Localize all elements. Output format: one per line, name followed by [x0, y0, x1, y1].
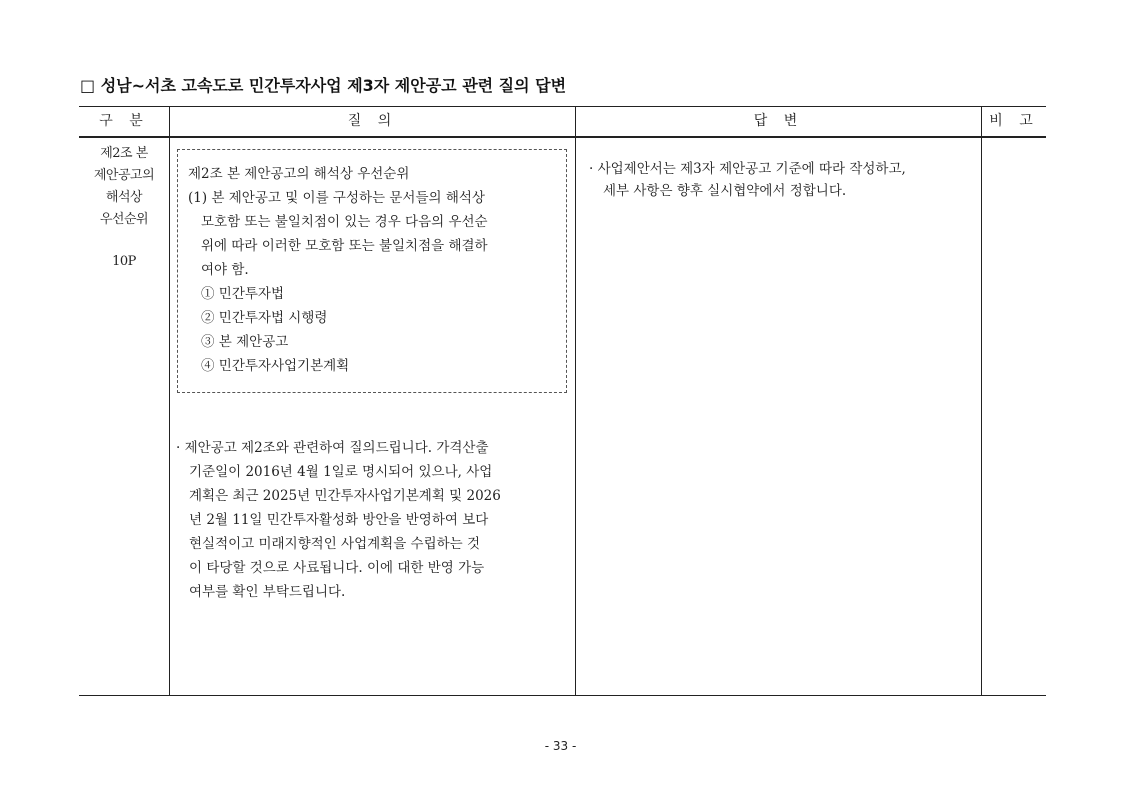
table-bottom-rule: [79, 695, 1046, 696]
category-line: 우선순위: [99, 212, 149, 227]
question-line: 여부를 확인 부탁드립니다.: [189, 584, 346, 600]
qa-table: [79, 106, 1046, 696]
priority-list-item: ③ 본 제안공고: [201, 334, 289, 350]
page-number: - 33 -: [544, 739, 577, 753]
header-question: 질 의: [347, 113, 398, 129]
clause-paragraph-line: 위에 따라 이러한 모호함 또는 불일치점을 해결하: [201, 238, 488, 254]
question-line: 년 2월 11일 민간투자활성화 방안을 반영하여 보다: [189, 512, 489, 528]
category-line: 해석상: [105, 190, 143, 205]
answer-line: 세부 사항은 향후 실시협약에서 정합니다.: [603, 183, 847, 199]
question-line: 계획은 최근 2025년 민간투자사업기본계획 및 2026: [189, 488, 501, 504]
clause-paragraph-line: (1) 본 제안공고 및 이를 구성하는 문서들의 해석상: [188, 190, 485, 206]
question-text: [176, 436, 578, 604]
question-line: 기준일이 2016년 4월 1일로 명시되어 있으나, 사업: [189, 464, 493, 480]
priority-list-item: ④ 민간투자사업기본계획: [201, 358, 350, 374]
header-remark: 비 고: [989, 113, 1039, 129]
clause-paragraph-line: 모호함 또는 불일치점이 있는 경우 다음의 우선순: [201, 214, 488, 230]
quoted-clause-box: [177, 149, 567, 393]
category-cell: [79, 143, 169, 273]
column-divider: [575, 106, 576, 696]
question-line: 현실적이고 미래지향적인 사업계획을 수립하는 것: [189, 536, 481, 552]
column-divider: [169, 106, 170, 696]
header-answer: 답 변: [753, 113, 804, 129]
answer-line: · 사업제안서는 제3자 제안공고 기준에 따라 작성하고,: [589, 161, 906, 177]
category-line: 제2조 본: [100, 146, 148, 161]
priority-list-item: ① 민간투자법: [201, 286, 284, 302]
question-line: · 제안공고 제2조와 관련하여 질의드립니다. 가격산출: [176, 440, 489, 456]
page-reference: 10P: [112, 254, 136, 269]
question-line: 이 타당할 것으로 사료됩니다. 이에 대한 반영 가능: [189, 560, 485, 576]
category-line: 제안공고의: [93, 168, 155, 183]
answer-text: [589, 158, 985, 202]
clause-paragraph-line: 여야 함.: [201, 262, 249, 278]
page-title: □ 성남~서초 고속도로 민간투자사업 제3자 제안공고 관련 질의 답변: [80, 76, 567, 95]
header-category: 구 분: [99, 113, 149, 129]
clause-heading: 제2조 본 제안공고의 해석상 우선순위: [188, 166, 410, 182]
priority-list-item: ② 민간투자법 시행령: [201, 310, 328, 326]
